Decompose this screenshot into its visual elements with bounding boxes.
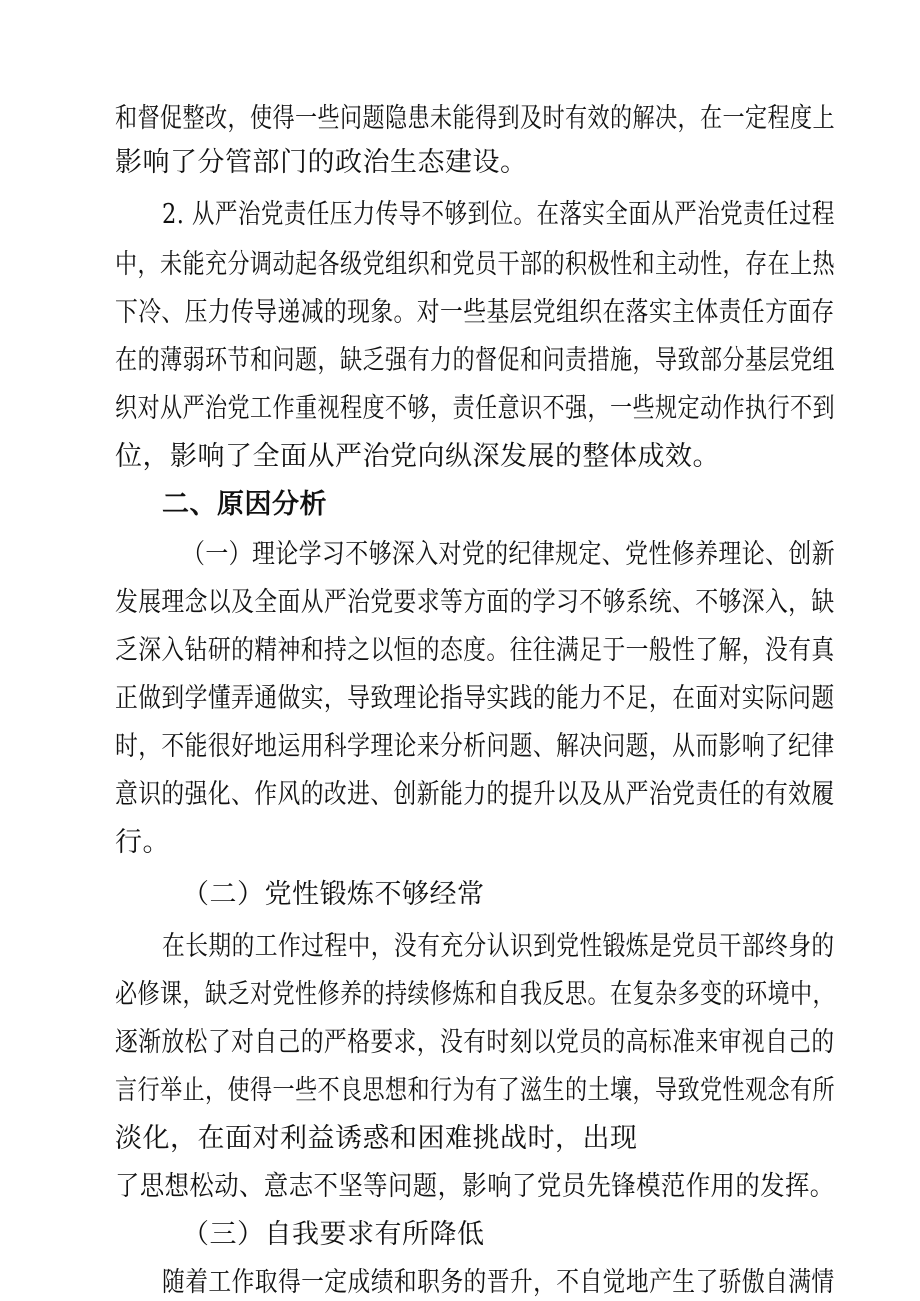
subsection-heading: （二）党性锻炼不够经常 bbox=[182, 879, 485, 910]
paragraph-line: 中，未能充分调动起各级党组织和党员干部的积极性和主动性，存在上热 bbox=[115, 249, 836, 280]
paragraph-line: 行。 bbox=[115, 827, 170, 858]
paragraph-line: 了思想松动、意志不坚等问题，影响了党员先锋模范作用的发挥。 bbox=[115, 1171, 835, 1202]
paragraph-line: 意识的强化、作风的改进、创新能力的提升以及从严治党责任的有效履 bbox=[115, 779, 835, 810]
paragraph-line: 必修课，缺乏对党性修养的持续修炼和自我反思。在复杂多变的环境中， bbox=[115, 979, 836, 1010]
paragraph-line: 正做到学懂弄通做实，导致理论指导实践的能力不足，在面对实际问题 bbox=[115, 683, 835, 714]
paragraph-line: 在的薄弱环节和问题，缺乏强有力的督促和问责措施，导致部分基层党组 bbox=[115, 345, 836, 376]
paragraph-line: 乏深入钻研的精神和持之以恒的态度。往往满足于一般性了解，没有真 bbox=[115, 635, 835, 666]
paragraph-line: 发展理念以及全面从严治党要求等方面的学习不够系统、不够深入，缺 bbox=[115, 587, 835, 618]
paragraph-line: 2. 从严治党责任压力传导不够到位。在落实全面从严治党责任过程 bbox=[162, 199, 835, 230]
paragraph-line: 逐渐放松了对自己的严格要求，没有时刻以党员的高标准来审视自己的 bbox=[115, 1027, 835, 1058]
paragraph-line: 淡化，在面对利益诱惑和困难挑战时，出现 bbox=[115, 1123, 638, 1154]
paragraph-line: 言行举止，使得一些不良思想和行为有了滋生的土壤，导致党性观念有所 bbox=[115, 1075, 836, 1106]
paragraph-line: 影响了分管部门的政治生态建设。 bbox=[115, 147, 528, 178]
paragraph-line: 随着工作取得一定成绩和职务的晋升，不自觉地产生了骄傲自满情 bbox=[162, 1267, 835, 1298]
paragraph-line: 织对从严治党工作重视程度不够，责任意识不强，一些规定动作执行不到 bbox=[115, 393, 836, 424]
subsection-heading: （一）理论学习不够深入对党的纪律规定、党性修养理论、创新 bbox=[182, 539, 836, 570]
paragraph-line: 在长期的工作过程中，没有充分认识到党性锻炼是党员干部终身的 bbox=[162, 931, 835, 962]
paragraph-line: 位，影响了全面从严治党向纵深发展的整体成效。 bbox=[115, 441, 720, 472]
paragraph-line: 和督促整改，使得一些问题隐患未能得到及时有效的解决，在一定程度上 bbox=[115, 103, 836, 134]
subsection-heading: （三）自我要求有所降低 bbox=[182, 1219, 485, 1250]
paragraph-line: 下冷、压力传导递减的现象。对一些基层党组织在落实主体责任方面存 bbox=[115, 297, 835, 328]
section-heading: 二、原因分析 bbox=[162, 489, 327, 520]
paragraph-line: 时，不能很好地运用科学理论来分析问题、解决问题，从而影响了纪律 bbox=[115, 731, 835, 762]
